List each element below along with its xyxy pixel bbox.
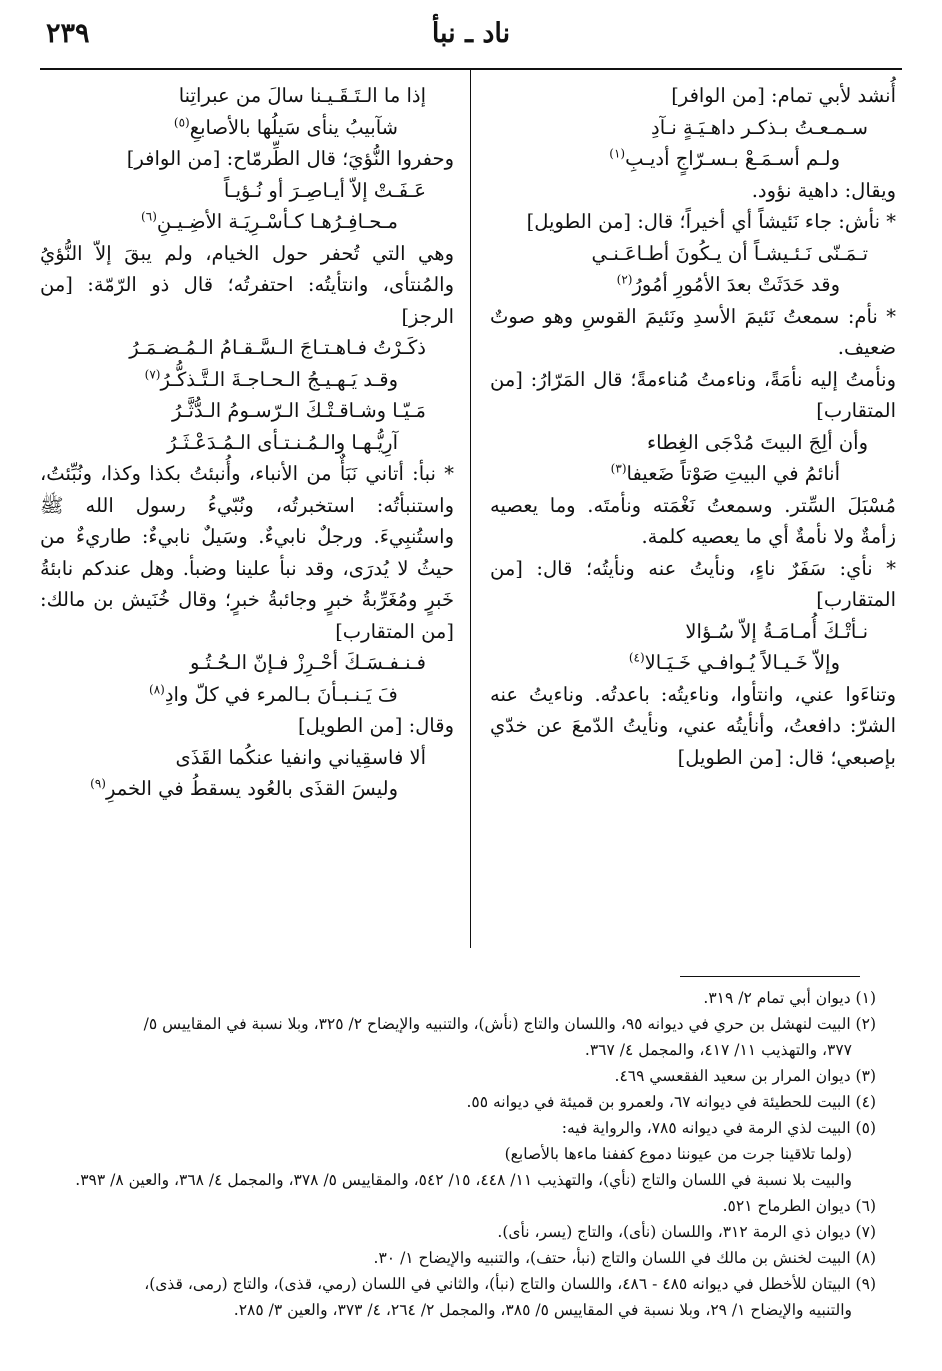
footnote: (٧) ديوان ذي الرمة ٣١٢، واللسان (نأى)، والتاج (يسر، نأى). xyxy=(497,1223,876,1241)
line-text: وليسَ القذَى بالعُود يسقطُ في الخمرِ xyxy=(105,777,398,800)
line-text: مـحـافِـرُهـا كـأسْـرِيَـة الأضِـيـنِ xyxy=(156,210,398,233)
verse-line xyxy=(40,679,454,711)
verse-line xyxy=(490,458,896,490)
line-text: * نأي: سَفَرٌ ناءٍ، ونأيتُ عنه ونأيتُه؛ قال: [من المتقارب] xyxy=(490,556,896,611)
line-text: آرِيُّـهـا والـمُـنـتـأى الـمُـدَعْـثَـرُ xyxy=(167,430,398,454)
footnote-rule xyxy=(680,976,860,977)
line-text: فَ يَـنـبـأنَ بـالمرء في كلّ وادِ xyxy=(164,682,398,706)
page-header xyxy=(40,18,902,58)
line-text: أُنشد لأبي تمام: [من الوافر] xyxy=(671,84,896,107)
footnote: (٦) ديوان الطرماح ٥٢١. xyxy=(722,1197,876,1215)
line-text: ولـم أسـمَـعْ بـسـرّاجٍ أديـبِ xyxy=(625,147,840,170)
line-text: أنائمُ في البيتِ صَوْتاً ضَعيفا xyxy=(626,462,840,485)
line-text: وإلاّ خَـيـالاً يُـوافـي خَـيَـالا xyxy=(644,651,840,674)
line-text: سـمـعـتُ بـذكـر داهـيَـةٍ نـآدِ xyxy=(651,115,868,139)
footnote-reference: (٩) xyxy=(90,776,106,791)
footnote-continuation: (ولما تلاقينا جرت من عيوننا دموع كففنا ماءها بالأصابع) xyxy=(504,1145,852,1163)
page-number: ٢٣٩ xyxy=(46,18,90,49)
verse-line xyxy=(490,238,896,270)
line-text: ويقال: داهية نؤود. xyxy=(751,178,896,202)
entry-paragraph xyxy=(40,710,454,742)
footnote-reference: (٨) xyxy=(149,682,165,696)
line-text: * نأم: سمعتُ نَئيمَ الأسدِ ونَئيمَ القوسِ وهو صوتٌ ضعيف. xyxy=(490,304,896,359)
line-text: وقد حَدَثَتْ بعدَ الأمُورِ أمُورُ xyxy=(632,273,840,296)
right-column xyxy=(490,80,896,773)
footnote-reference: (٥) xyxy=(173,115,190,129)
line-text: وأن ألِجَ البيتَ مُدْجَى الغِطاء xyxy=(646,430,868,454)
footnote-reference: (١) xyxy=(609,146,626,161)
footnote-continuation: والتنبيه والإيضاح ١/ ٢٩، وبلا نسبة في المقاييس ٥/ ٣٨٥، والمجمل ٢/ ٢٦٤، ٤/ ٣٧٣، والعين ٣/ ٢٨٥. xyxy=(233,1301,852,1319)
footnote: (٤) البيت للحطيئة في ديوانه ٦٧، ولعمرو بن قميئة في ديوانه ٥٥. xyxy=(466,1093,876,1111)
verse-line xyxy=(40,112,454,144)
footnote: (٢) البيت لنهشل بن حري في ديوانه ٩٥، واللسان والتاج (نأش)، والتنبيه والإيضاح ٢/ ٣٢٥، وبلا نسبة في المقاييس ٥/ xyxy=(143,1015,876,1033)
verse-line xyxy=(40,742,454,774)
line-text: ذكَـرْتُ فـاهـتـاجَ الـسَّـقـامُ الـمُـضـمَـرُ xyxy=(129,336,426,359)
verse-line xyxy=(490,269,896,301)
verse-line xyxy=(40,427,454,459)
entry-paragraph xyxy=(40,458,454,647)
footnote: (٣) ديوان المرار بن سعيد الفقعسي ٤٦٩. xyxy=(614,1067,876,1085)
entry-paragraph xyxy=(490,80,896,112)
verse-line xyxy=(490,427,896,459)
entry-paragraph xyxy=(40,238,454,333)
footnote-reference: (٣) xyxy=(610,461,627,476)
running-title: ناد ـ نبأ xyxy=(431,18,511,49)
line-text: وتناءَوا عني، وانتأوا، وناءيتُه: باعدتُه. وناءيتُ عنه الشرّ: دافعتُ، وأنأيتُه عني، ونأيتُ الدّمعَ عن خدّي بإصبعي؛ قال: [من الطويل] xyxy=(490,682,896,769)
entry-paragraph xyxy=(490,364,896,427)
line-text: شآبيبُ ينأى سَيلُها بالأصابعِ xyxy=(189,115,398,139)
verse-line xyxy=(40,395,454,427)
line-text: عَـفَـتْ إلاّ أيـاصِـرَ أو نُـؤيـاً xyxy=(223,178,426,202)
line-text: وقـد يَـهـيـجُ الـحـاجـةَ الـتَّـذكُّـرُ xyxy=(160,367,398,391)
header-rule xyxy=(40,68,902,70)
footnote-reference: (٦) xyxy=(141,209,157,224)
verse-line xyxy=(40,364,454,396)
line-text: مُسْبَلَ السِّتر. وسمعتُ نَغْمَته ونأمتَه. وما يعصيه زأمةٌ ولا نأمةٌ أي ما يعصيه كلمة. xyxy=(490,493,896,548)
verse-line xyxy=(40,80,454,112)
line-text: ونأمتُ إليه نأمَةً، وناءمتُ مُناءمةً؛ قال المَرّارُ: [من المتقارب] xyxy=(490,367,896,422)
line-text: * نبأ: أتاني نَبَأٌ من الأنباء، وأُنبئتُ بكذا وكذا، ونُبِّئتُ، واستنبأتُه: استخبرتُه، ونُبّيءُ رسول الله ﷺ واستُنبِيءَ. ورجلٌ نابيءٌ. وسَيلٌ نابيءٌ: طاريءٌ من حيثُ لا يُدرَى، وقد نبأ علينا وضبأ. وهل عندكم نابئةُ خَبرٍ ومُغَرِّبةُ خبرٍ وجائبةُ خبرٍ؛ وقال خُنَيش بن مالك: [من المتقارب] xyxy=(40,462,454,643)
column-divider xyxy=(470,70,471,948)
verse-line xyxy=(490,647,896,679)
line-text: فـنـفـسَـكَ أحْـرِزْ فـإنّ الـحُـتُـو xyxy=(189,651,426,674)
line-text: * نأش: جاء نَئيشاً أي أخيراً؛ قال: [من الطويل] xyxy=(526,210,896,233)
line-text: وقال: [من الطويل] xyxy=(298,714,454,737)
entry-paragraph xyxy=(40,143,454,175)
line-text: تـمَـنّى نَـئـيشـاً أن يـكُونَ أطـاعَـنـي xyxy=(591,241,868,265)
left-column xyxy=(40,80,454,805)
footnote: (٩) البيتان للأخطل في ديوانه ٤٨٥ - ٤٨٦، واللسان والتاج (نبأ)، والثاني في اللسان (رمي، قذى)، والتاج (رمى، قذى)، xyxy=(144,1275,876,1293)
entry-paragraph xyxy=(490,175,896,207)
entry-paragraph xyxy=(490,553,896,616)
entry-paragraph xyxy=(490,679,896,774)
verse-line xyxy=(40,773,454,805)
line-text: وهي التي تُحفر حول الخيام، ولم يبقَ إلاّ النُّؤيُ والمُنتأى، وانتأيتُه: احتفرتُه؛ قال ذو الرّمّة: [من الرجز] xyxy=(40,241,454,328)
footnote: (١) ديوان أبي تمام ٢/ ٣١٩. xyxy=(703,989,876,1007)
entry-paragraph xyxy=(490,206,896,238)
line-text: ألا فاسقِياني وانفيا عنكُما القَذَى xyxy=(175,745,426,769)
verse-line xyxy=(40,332,454,364)
verse-line xyxy=(40,206,454,238)
footnote-continuation: والبيت بلا نسبة في اللسان والتاج (نأي)، والتهذيب ١١/ ٤٤٨، ١٥/ ٥٤٢، والمقاييس ٥/ ٣٧٨، والمجمل ٤/ ٣٦٨، والعين ٨/ ٣٩٣. xyxy=(75,1171,852,1189)
footnote-reference: (٢) xyxy=(616,272,633,287)
line-text: وحفروا النُّؤيَ؛ قال الطِّرمّاح: [من الوافر] xyxy=(126,147,454,170)
footnote-reference: (٤) xyxy=(628,650,645,665)
verse-line xyxy=(490,616,896,648)
verse-line xyxy=(490,112,896,144)
verse-line xyxy=(40,647,454,679)
entry-paragraph xyxy=(490,301,896,364)
verse-line xyxy=(40,175,454,207)
line-text: إذا ما الـتَـقَـيـنا سالَ من عبراتِنا xyxy=(178,84,426,107)
verse-line xyxy=(490,143,896,175)
footnote-continuation: ٣٧٧، والتهذيب ١١/ ٤١٧، والمجمل ٤/ ٣٦٧. xyxy=(584,1041,852,1059)
footnotes xyxy=(40,985,876,1323)
footnote: (٨) البيت لخنش بن مالك في اللسان والتاج (نبأ، حتف)، والتنبيه والإيضاح ١/ ٣٠. xyxy=(373,1249,876,1267)
footnote: (٥) البيت لذي الرمة في ديوانه ٧٨٥، والرواية فيه: xyxy=(561,1119,876,1137)
line-text: نـأتْـكَ أُمـامَـةُ إلاّ سُـؤالا xyxy=(685,619,868,643)
entry-paragraph xyxy=(490,490,896,553)
line-text: مَـيّـا وشـاقـتْـكَ الـرّسـومُ الـدُّثَّـرُ xyxy=(171,399,426,422)
footnote-reference: (٧) xyxy=(144,367,161,381)
